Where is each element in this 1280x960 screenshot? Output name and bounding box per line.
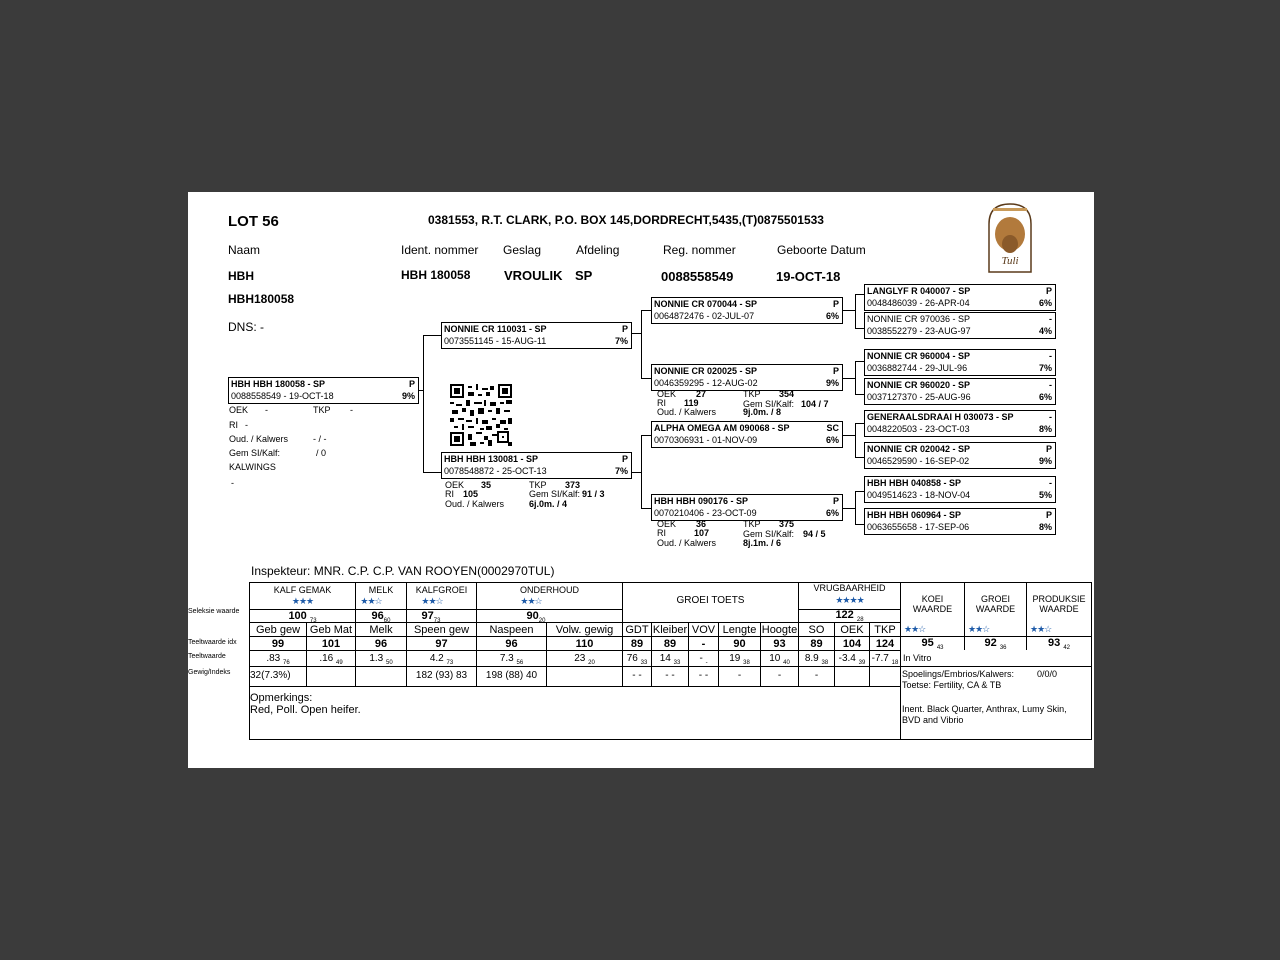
animal-name-1: HBH bbox=[228, 269, 254, 283]
teelt-value: 10 $_{40}$ bbox=[769, 653, 790, 666]
col-header: Volw. gewig bbox=[555, 624, 614, 636]
sel-vrugbaarheid: 122 $_{28}$ bbox=[835, 609, 864, 624]
row-label-gewig: Gewig/Indeks bbox=[188, 669, 231, 676]
inspector: Inspekteur: MNR. C.P. C.P. VAN ROOYEN(0002970TUL) bbox=[251, 564, 555, 578]
pedigree-sire-dam: NONNIE CR 020025 - SP P 0046359295 - 12-AUG-02 9% bbox=[651, 364, 843, 391]
groei-value: 92 $_{36}$ bbox=[984, 637, 1007, 652]
teelt-value: 1.3 $_{50}$ bbox=[369, 653, 393, 666]
animal-reg: 0088558549 bbox=[661, 269, 734, 284]
teelt-value: -3.4 $_{39}$ bbox=[838, 653, 866, 666]
teelt-value: -7.7 $_{18}$ bbox=[871, 653, 899, 666]
gewig-value: - bbox=[777, 670, 782, 681]
stars-onderhoud: ★★☆ bbox=[520, 596, 542, 606]
spoelings-value: 0/0/0 bbox=[1037, 669, 1058, 679]
animal-geboorte: 19-OCT-18 bbox=[776, 269, 841, 284]
teelt-value: 4.2 $_{73}$ bbox=[429, 653, 454, 666]
pedigree-sire: NONNIE CR 110031 - SP P 0073551145 - 15-AUG-11 7% bbox=[441, 322, 632, 349]
stars-koei: ★★☆ bbox=[904, 624, 926, 634]
dns: DNS: - bbox=[228, 320, 264, 334]
col-header: Kleiber bbox=[652, 624, 688, 636]
stars-kalf-gemak: ★★★ bbox=[291, 596, 314, 606]
pedigree-g3-4: NONNIE CR 960020 - SP - 0037127370 - 25-AUG-96 6% bbox=[864, 378, 1056, 405]
teelt-value: 14 $_{33}$ bbox=[659, 653, 681, 666]
pedigree-g3-3: NONNIE CR 960004 - SP - 0036882744 - 29-JUL-96 7% bbox=[864, 349, 1056, 376]
label-afdeling: Afdeling bbox=[576, 243, 620, 257]
gewig-value: - bbox=[737, 670, 742, 681]
idx-value: 97 bbox=[435, 638, 448, 650]
hdr-koei-waarde: KOEI WAARDE bbox=[912, 594, 953, 614]
teelt-value: 7.3 $_{56}$ bbox=[499, 653, 524, 666]
idx-value: 96 bbox=[374, 638, 388, 650]
label-ident: Ident. nommer bbox=[401, 243, 479, 257]
animal-name-2: HBH180058 bbox=[228, 292, 295, 306]
col-header: Geb Mat bbox=[309, 624, 353, 636]
tuli-logo bbox=[985, 200, 1035, 274]
col-header: GDT bbox=[625, 624, 649, 636]
teelt-value: 23 $_{20}$ bbox=[574, 653, 595, 666]
pedigree-self: HBH HBH 180058 - SP P 0088558549 - 19-OCT-18 9% bbox=[228, 377, 419, 404]
hdr-groei-waarde: GROEI WAARDE bbox=[975, 594, 1016, 614]
in-vitro: In Vitro bbox=[903, 653, 932, 663]
stars-melk: ★★☆ bbox=[360, 596, 382, 606]
pedigree-dam-sire: ALPHA OMEGA AM 090068 - SP SC 0070306931 - 01-NOV-09 6% bbox=[651, 421, 843, 448]
produksie-value: 93 $_{42}$ bbox=[1048, 637, 1070, 652]
idx-value: 89 bbox=[810, 638, 823, 650]
label-geslag: Geslag bbox=[503, 243, 542, 257]
stars-kalfgroei: ★★☆ bbox=[421, 596, 443, 606]
lot-number: LOT 56 bbox=[228, 213, 279, 230]
animal-afdeling: SP bbox=[575, 268, 593, 283]
label-naam: Naam bbox=[228, 243, 261, 257]
col-header: Lengte bbox=[722, 624, 757, 636]
pedigree-g3-8: HBH HBH 060964 - SP P 0063655658 - 17-SEP-06 8% bbox=[864, 508, 1056, 535]
col-header: Hoogte bbox=[761, 624, 798, 636]
hdr-produksie-waarde: PRODUKSIE WAARDE bbox=[1032, 594, 1086, 614]
gewig-value: - - bbox=[632, 670, 642, 681]
gewig-value: - bbox=[814, 670, 819, 681]
idx-value: 93 bbox=[773, 638, 786, 650]
gewig-value: 198 (88) 40 bbox=[485, 670, 538, 681]
animal-ident: HBH 180058 bbox=[401, 268, 471, 282]
hdr-groei-toets: GROEI TOETS bbox=[676, 595, 745, 606]
pedigree-g3-5: GENERAALSDRAAI H 030073 - SP - 0048220503 - 23-OCT-03 8% bbox=[864, 410, 1056, 437]
opmerkings-text: Red, Poll. Open heifer. bbox=[250, 704, 361, 716]
col-header: VOV bbox=[691, 624, 716, 636]
logo-brand: Tuli bbox=[1001, 255, 1019, 267]
col-header: Melk bbox=[369, 624, 393, 636]
teelt-value: - $_-$ bbox=[699, 653, 708, 666]
toetse: Toetse: Fertility, CA & TB bbox=[902, 680, 1002, 690]
animal-geslag: VROULIK bbox=[504, 268, 563, 283]
stars-vrugbaarheid: ★★★★ bbox=[835, 595, 864, 605]
label-geboorte: Geboorte Datum bbox=[777, 243, 866, 257]
col-header: TKP bbox=[874, 624, 896, 636]
col-header: Naspeen bbox=[489, 624, 534, 636]
stars-produksie: ★★☆ bbox=[1030, 624, 1052, 634]
idx-value: 110 bbox=[575, 638, 594, 650]
col-header: Geb gew bbox=[255, 624, 301, 636]
col-header: Speen gew bbox=[413, 624, 470, 636]
gewig-value: 32(7.3%) bbox=[250, 670, 291, 681]
teelt-value: 19 $_{38}$ bbox=[729, 653, 750, 666]
idx-value: 101 bbox=[321, 638, 341, 650]
hdr-onderhoud: ONDERHOUD bbox=[519, 585, 579, 595]
hdr-melk: MELK bbox=[368, 585, 394, 595]
teelt-value: .16 $_{49}$ bbox=[319, 653, 343, 666]
sel-melk: $96_{60}$ bbox=[371, 610, 391, 625]
gewig-value: - - bbox=[698, 670, 709, 681]
koei-value: 95 $_{43}$ bbox=[921, 637, 944, 652]
idx-value: - bbox=[701, 638, 706, 650]
sel-kalfgroei: $97_{73}$ bbox=[421, 610, 441, 625]
hdr-kalfgroei: KALFGROEI bbox=[415, 585, 468, 595]
teelt-value: 8.9 $_{38}$ bbox=[804, 653, 829, 666]
idx-value: 104 bbox=[842, 638, 862, 650]
row-label-idx: Teeltwaarde idx bbox=[188, 639, 237, 646]
idx-value: 90 bbox=[733, 638, 746, 650]
sel-kalf-gemak: 100 $_{73}$ bbox=[288, 610, 317, 625]
opmerkings-label: Opmerkings: bbox=[250, 692, 313, 704]
hdr-vrugbaarheid: VRUGBAARHEID bbox=[813, 583, 886, 593]
stars-groei: ★★☆ bbox=[968, 624, 990, 634]
gewig-value: - - bbox=[665, 670, 675, 681]
hdr-kalf-gemak: KALF GEMAK bbox=[273, 585, 332, 595]
label-reg: Reg. nommer bbox=[663, 243, 736, 257]
spoelings-label: Spoelings/Embrios/Kalwers: bbox=[902, 669, 1015, 679]
row-label-seleksie: Seleksie waarde bbox=[188, 608, 240, 615]
qr-code bbox=[450, 384, 512, 446]
inent: Inent. Black Quarter, Anthrax, Lumy Skin, BVD and Vibrio bbox=[902, 704, 1067, 725]
owner-info: 0381553, R.T. CLARK, P.O. BOX 145,DORDRECHT,5435,(T)0875501533 bbox=[428, 213, 824, 227]
pedigree-g3-6: NONNIE CR 020042 - SP P 0046529590 - 16-SEP-02 9% bbox=[864, 442, 1056, 469]
teelt-value: 76 $_{33}$ bbox=[626, 653, 648, 666]
col-header: OEK bbox=[840, 624, 864, 636]
pedigree-g3-2: NONNIE CR 970036 - SP - 0038552279 - 23-AUG-97 4% bbox=[864, 312, 1056, 339]
idx-value: 89 bbox=[630, 638, 644, 650]
teelt-value: .83 $_{76}$ bbox=[266, 653, 290, 666]
pedigree-dam-dam: HBH HBH 090176 - SP P 0070210406 - 23-OCT-09 6% bbox=[651, 494, 843, 521]
idx-value: 89 bbox=[663, 638, 677, 650]
idx-value: 99 bbox=[271, 638, 285, 650]
idx-value: 96 bbox=[505, 638, 518, 650]
row-label-teelt: Teeltwaarde bbox=[188, 653, 226, 660]
pedigree-g3-1: LANGLYF R 040007 - SP P 0048486039 - 26-APR-04 6% bbox=[864, 284, 1056, 311]
col-header: SO bbox=[808, 624, 825, 636]
pedigree-certificate: LOT 56 0381553, R.T. CLARK, P.O. BOX 145,DORDRECHT,5435,(T)0875501533 Naam Ident. nommer Geslag Afdeling Reg. nommer Geboorte Datum HBH HBH 180058 VROULIK SP 0088558549 19-OCT-18 HBH180058 DNS: - Tuli HBH HBH 180058 - SP P 0088558549 - 19-OCT-18 9% OEK - TKP - RI - Oud. / Kalwers - / - Gem SI/Kalf: / 0 KALWINGS - NONNIE CR 110031 - SP P 0073551145 - 15-AUG-11 7% HBH HBH 130081 - SP P 0078548872 - 25-OCT-13 7% OEK 35 TKP 373 RI 105 Gem SI/Kalf: 91 / 3 Oud. / Kalwers 6j.0m. / 4 NONNIE CR 070044 - SP P 0064872476 - 02-JUL-07 6% NONNIE CR 020025 - SP P 0046359295 - 12-AUG-02 9% OEK 27 TKP 354 RI 119 Gem SI/Kalf: 104 / 7 Oud. / Kalwers 9j.0m. / 8 ALPHA OMEGA AM 090068 - SP SC 0070306931 - 01-NOV-09 6% HBH HBH 090176 - SP P 0070210406 - 23-OCT-09 6% OEK 36 TKP 375 RI 107 Gem SI/Kalf: 94 / 5 Oud. / Kalwers 8j.1m. / 6 LANGLYF R 040007 - SP P 0048486039 - 26-APR-04 6% NONNIE CR 970036 - SP - 0038552279 - 23-AUG-97 4% NONNIE CR 960004 - SP - 0036882744 - 29-JUL-96 7% NONNIE CR 960020 - SP - 0037127370 - 25-AUG-96 6% GENERAALSDRAAI H 030073 - SP - 0048220503 - 23-OCT-03 8% NONNIE CR 020042 - SP P 0046529590 - 16-SEP-02 9% HBH HBH 040858 - SP - 0049514623 - 18-NOV-04 5% HBH HBH 060964 - SP P 0063655658 - 17-SEP-06 8% Inspekteur: MNR. C.P. C.P. VAN ROOYEN(0002970TUL) Seleksie waarde Teeltwaarde idx Teeltwaarde Gewig/Indeks KALF GEMAK ★★★ MELK ★★☆ KALFGROEI ★★☆ ONDERHOUD ★★☆ GROEI TOETS VRUGBAARHEID ★★★★ KOEI WAARDE GROEI WAARDE PRODUKSIE WAARDE 100 $_{73}$ $96_{60}$ $97_{73}$ $90_{20}$ 122 $_{28}$ ★★☆ ★★☆ ★★☆ 95 $_{43}$ 92 $_{36}$ 93 $_{42}$ Geb gew 99 .83 $_{76}$ 32(7.3%) Geb Mat 101 .16 $_{49}$ Melk 96 1.3 $_{50}$ Speen gew 97 4.2 $_{73}$ 182 (93) 83 Naspeen 96 7.3 $_{56}$ 198 (88) 40 Volw. gewig 110 23 $_{20}$ GDT 89 76 $_{33}$ - - Kleiber 89 14 $_{33}$ - - VOV - - $_-$ - - Lengte 90 19 $_{38}$ - Hoogte 93 10 $_{40}$ - SO 89 8.9 $_{38}$ - OEK 104 -3.4 $_{39}$ TKP 124 -7.7 $_{18}$ In Vitro Spoelings/Embrios/Kalwers: 0/0/0 Toetse: Fertility, CA & TB Inent. Black Quarter, Anthrax, Lumy Skin, BVD and Vibrio Opmerkings: Red, Poll. Open heifer. bbox=[188, 192, 1094, 768]
idx-value: 124 bbox=[875, 638, 895, 650]
pedigree-g3-7: HBH HBH 040858 - SP - 0049514623 - 18-NOV-04 5% bbox=[864, 476, 1056, 503]
sel-onderhoud: $90_{20}$ bbox=[526, 610, 546, 625]
gewig-value: 182 (93) 83 bbox=[415, 670, 468, 681]
pedigree-sire-sire: NONNIE CR 070044 - SP P 0064872476 - 02-JUL-07 6% bbox=[651, 297, 843, 324]
pedigree-dam: HBH HBH 130081 - SP P 0078548872 - 25-OCT-13 7% bbox=[441, 452, 632, 479]
